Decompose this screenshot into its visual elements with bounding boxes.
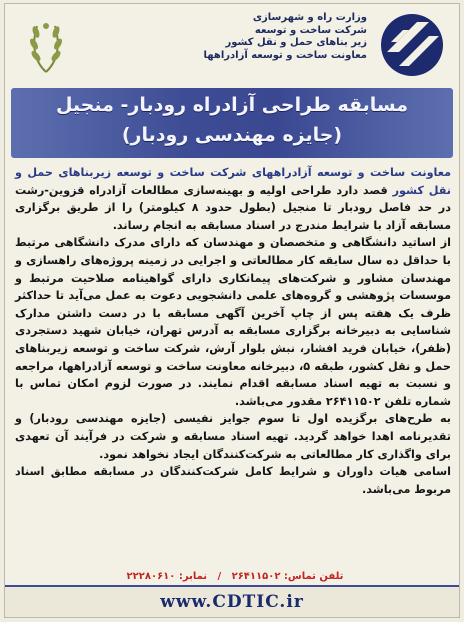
header xyxy=(5,4,459,84)
org-line-company: شرکت ساخت و توسعه xyxy=(254,24,367,36)
cdtic-logo-icon xyxy=(373,12,451,78)
org-line-infrastructure: زیر بناهای حمل و نقل کشور xyxy=(225,37,367,48)
banner-subtitle: (جایزه مهندسی رودبار) xyxy=(121,124,343,146)
body-paragraph-3: به طرح‌های برگزیده اول تا سوم جوایز نفیسی (جایزه مهندسی رودبار) و تقدیرنامه اهدا خواهد گردید. تهیه اسناد مسابقه و شرکت در فرآیند آن تعهدی برای واگذاری کار مطالعاتی به شرکت‌کنندگان ایجاد نخواهد نمود. xyxy=(15,412,451,461)
contact-separator: / xyxy=(210,571,229,582)
body-paragraph-4: اسامی هیات داوران و شرایط کامل شرکت‌کنندگان در مسابقه مطابق اسناد مربوط می‌باشد. xyxy=(15,465,451,496)
contact-line xyxy=(85,571,385,582)
org-line-ministry: وزارت راه و شهرسازی xyxy=(252,12,367,23)
fax-label: نمابر: ۲۲۲۸۰۶۱۰ xyxy=(126,571,208,582)
footer xyxy=(5,585,459,617)
advertisement-sheet xyxy=(4,3,460,618)
organization-lines xyxy=(177,12,367,62)
title-banner xyxy=(11,88,453,158)
banner-title: مسابقه طراحی آزادراه رودبار- منجیل xyxy=(55,94,409,116)
body-paragraph-1 xyxy=(15,164,451,234)
body-paragraph-1-text: قصد دارد طراحی اولیه و بهینه‌سازی مطالعات آزادراه قزوین-رشت در حد فاصل رودبار تا منجیل (بطول حدود ۸ کیلومتر) را از طریق برگزاری مسابقه آزاد با شرایط مندرج در اسناد مسابقه به انجام رساند. xyxy=(15,183,451,232)
announcement-body xyxy=(15,164,451,498)
body-paragraph-2: از اساتید دانشگاهی و متخصصان و مهندسان که دارای مدرک دانشگاهی مرتبط با حداقل ده سال سابقه کار مطالعاتی و اجرایی در زمینه پروژه‌های راهسازی و مهندسان مشاور و شرکت‌های پیمانکاری دارای گواهینامه صلاحیت مرتبط و موسسات پژوهشی و گروه‌های علمی دانشجویی دعوت به عمل می‌آید تا حداکثر ظرف یک هفته پس از چاپ آخرین آگهی مسابقه با در دست داشتن مدارک شناسایی به دبیرخانه برگزاری مسابقه به آدرس تهران، خیابان شهید دستجردی (ظفر)، خیابان فرید افشار، نبش بلوار آرش، شرکت ساخت و توسعه زیربناهای حمل و نقل کشور، طبقه ۵، دبیرخانه معاونت ساخت و توسعه آزادراهها، مراجعه و نسبت به تهیه اسناد مسابقه اقدام نمایند. در صورت لزوم امکان تماس با شماره تلفن ۲۶۴۱۱۵۰۲ مقدور می‌باشد. xyxy=(15,236,451,408)
website-url[interactable]: www.CDTIC.ir xyxy=(160,592,304,612)
lead-highlight: معاونت ساخت و توسعه آزادراههای شرکت ساخت و توسعه زیربناهای حمل و نقل کشور xyxy=(15,166,451,197)
org-line-deputy: معاونت ساخت و توسعه آزادراهها xyxy=(203,49,367,61)
phone-label: تلفن تماس: ۲۶۴۱۱۵۰۲ xyxy=(231,571,344,582)
wheat-emblem-icon xyxy=(17,14,75,78)
